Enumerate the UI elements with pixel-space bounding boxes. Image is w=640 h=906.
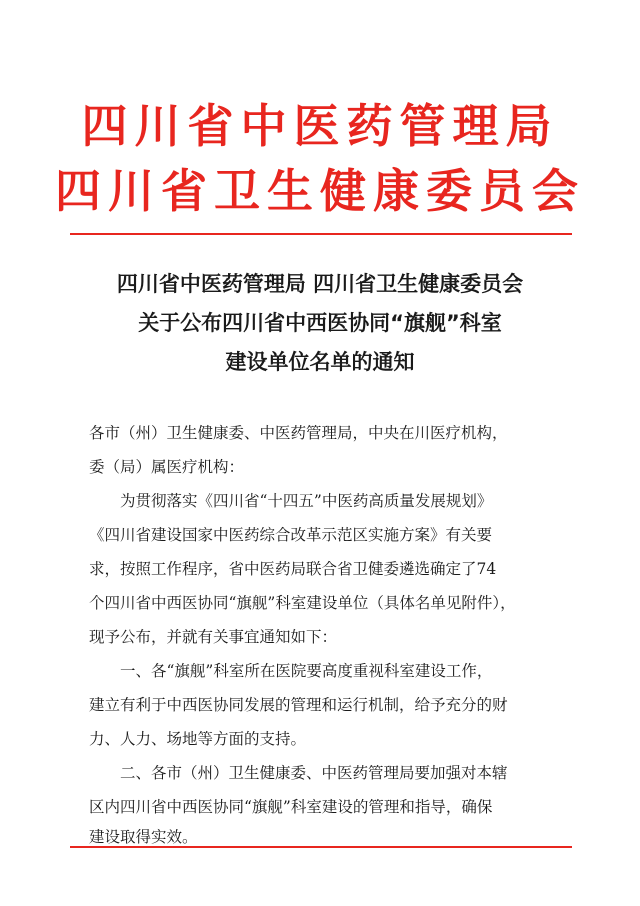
body-line: 委（局）属医疗机构： bbox=[89, 458, 245, 476]
header-divider bbox=[70, 233, 572, 235]
document-title-line-2: 关于公布四川省中西医协同“旗舰”科室 bbox=[138, 311, 502, 335]
issuer-name-health-commission: 四川省卫生健康委员会 bbox=[55, 164, 585, 218]
body-line: 各市（州）卫生健康委、中医药管理局，中央在川医疗机构， bbox=[89, 424, 508, 442]
body-line: 区内四川省中西医协同“旗舰”科室建设的管理和指导，确保 bbox=[89, 798, 493, 816]
body-line: 为贯彻落实《四川省“十四五”中医药高质量发展规划》 bbox=[89, 492, 493, 510]
body-line: 《四川省建设国家中医药综合改革示范区实施方案》有关要 bbox=[89, 526, 493, 544]
document-title-line-3: 建设单位名单的通知 bbox=[225, 350, 415, 374]
body-line: 一、各“旗舰”科室所在医院要高度重视科室建设工作， bbox=[89, 662, 493, 680]
body-line: 二、各市（州）卫生健康委、中医药管理局要加强对本辖 bbox=[89, 764, 508, 782]
body-line: 力、人力、场地等方面的支持。 bbox=[89, 730, 307, 748]
footer-divider bbox=[70, 846, 572, 848]
body-line: 求，按照工作程序，省中医药局联合省卫健委遴选确定了74 bbox=[89, 560, 497, 578]
issuer-name-tcm-bureau: 四川省中医药管理局 bbox=[81, 99, 559, 153]
body-line: 建立有利于中西医协同发展的管理和运行机制，给予充分的财 bbox=[89, 696, 508, 714]
document-title-line-1: 四川省中医药管理局 四川省卫生健康委员会 bbox=[116, 272, 524, 296]
body-line: 个四川省中西医协同“旗舰”科室建设单位（具体名单见附件）， bbox=[89, 594, 516, 612]
body-line: 建设取得实效。 bbox=[89, 828, 198, 846]
body-line: 现予公布，并就有关事宜通知如下： bbox=[89, 628, 338, 646]
